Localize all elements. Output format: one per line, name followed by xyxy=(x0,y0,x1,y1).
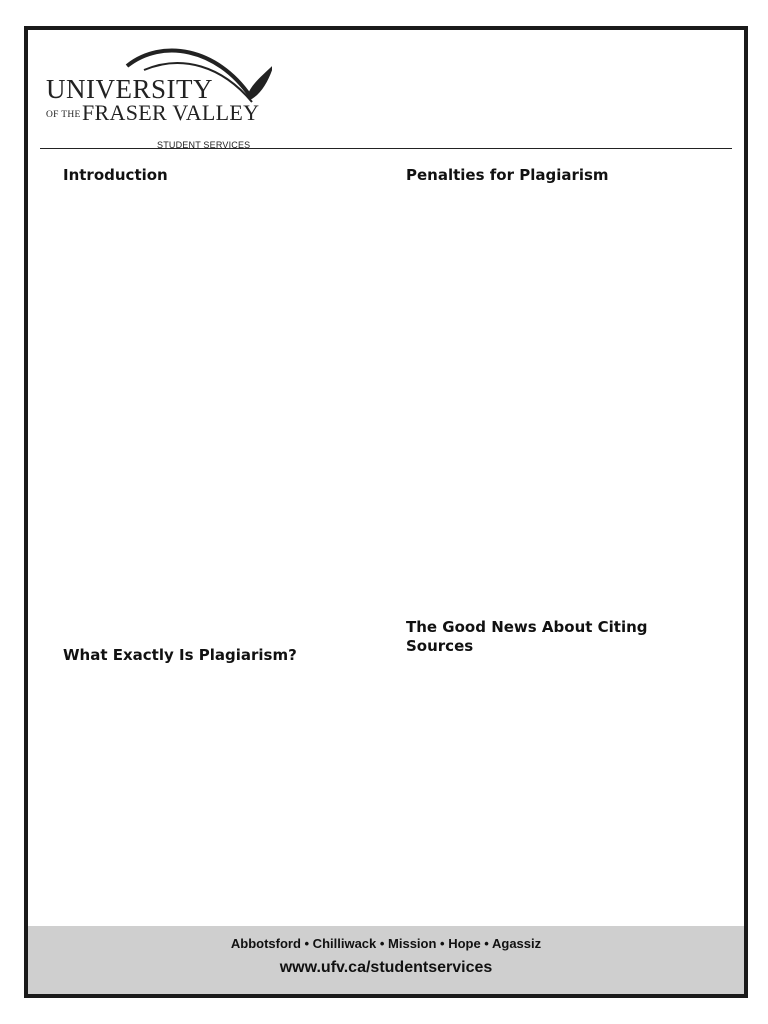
logo-university: UNIVERSITY xyxy=(46,74,213,104)
heading-introduction: Introduction xyxy=(63,166,168,184)
ufv-logo xyxy=(42,44,282,150)
logo-of-the: OF THE xyxy=(46,110,81,120)
heading-penalties: Penalties for Plagiarism xyxy=(406,166,609,184)
logo-student-services: STUDENT SERVICES xyxy=(157,140,251,150)
header-divider xyxy=(40,148,732,149)
footer-locations: Abbotsford • Chilliwack • Mission • Hope • Agassiz xyxy=(230,936,542,951)
logo-fraser-valley: FRASER VALLEY xyxy=(82,100,260,125)
page-frame xyxy=(24,26,748,998)
heading-what-is-plagiarism: What Exactly Is Plagiarism? xyxy=(63,646,297,664)
footer-url[interactable]: www.ufv.ca/studentservices xyxy=(279,959,493,976)
footer-band xyxy=(28,926,744,994)
heading-good-news: The Good News About Citing Sources xyxy=(406,618,648,655)
